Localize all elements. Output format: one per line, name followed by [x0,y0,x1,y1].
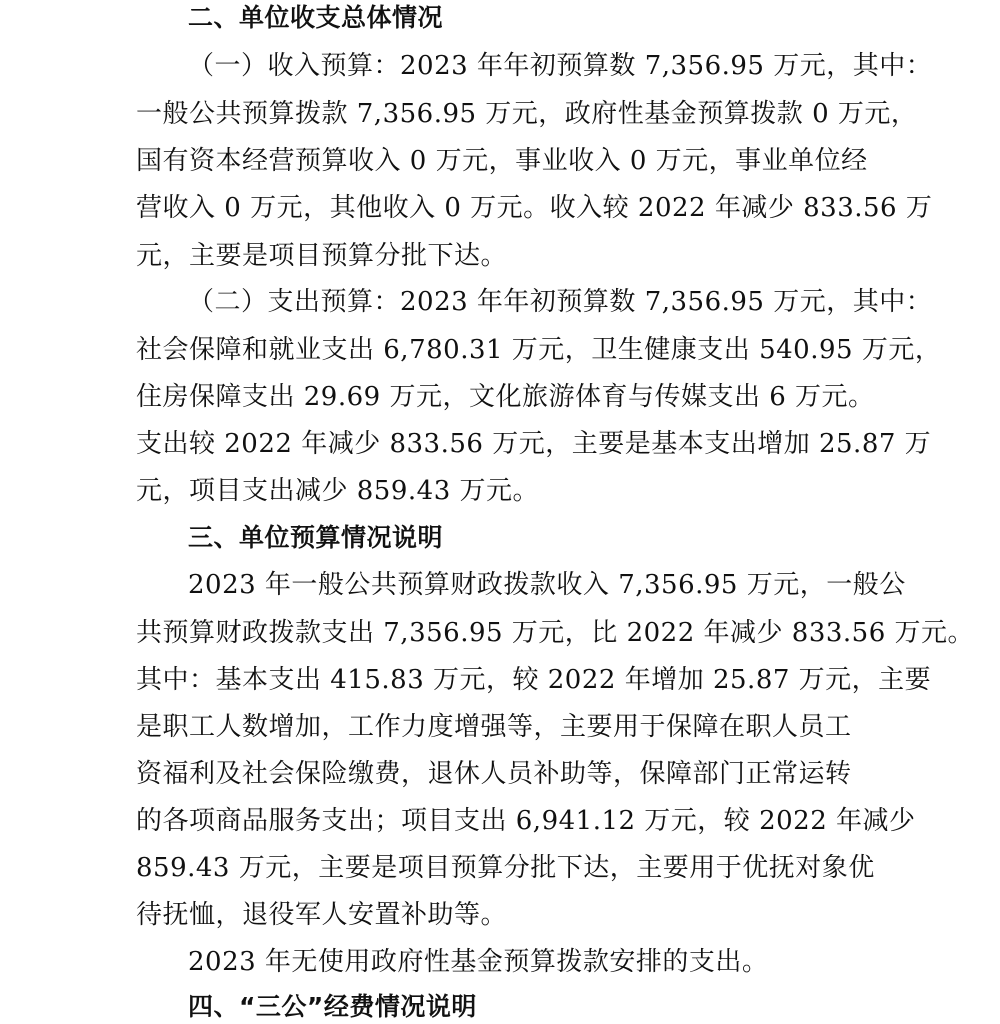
paragraph-line: 是职工人数增加，工作力度增强等，主要用于保障在职人员工 [136,712,852,742]
section-heading-2: 二、单位收支总体情况 [188,3,444,32]
paragraph-line: 共预算财政拨款支出 7,356.95 万元，比 2022 年减少 833.56 万元。 [136,618,975,648]
paragraph-line: 2023 年一般公共预算财政拨款收入 7,356.95 万元，一般公 [188,570,906,600]
section-heading-3: 三、单位预算情况说明 [188,523,444,552]
paragraph-line: （二）支出预算：2023 年年初预算数 7,356.95 万元，其中： [188,287,933,317]
paragraph-line: 待抚恤，退役军人安置补助等。 [136,900,508,930]
paragraph-line: 支出较 2022 年减少 833.56 万元，主要是基本支出增加 25.87 万 [136,429,932,459]
paragraph-line: 元，项目支出减少 859.43 万元。 [136,476,540,506]
paragraph-line: 一般公共预算拨款 7,356.95 万元，政府性基金预算拨款 0 万元， [136,99,918,129]
paragraph-line: （一）收入预算：2023 年年初预算数 7,356.95 万元，其中： [188,51,933,81]
paragraph-line: 资福利及社会保险缴费，退休人员补助等，保障部门正常运转 [136,759,852,789]
paragraph-line: 住房保障支出 29.69 万元，文化旅游体育与传媒支出 6 万元。 [136,382,875,412]
paragraph-line: 的各项商品服务支出；项目支出 6,941.12 万元，较 2022 年减少 [136,806,916,836]
paragraph-line: 国有资本经营预算收入 0 万元，事业收入 0 万元，事业单位经 [136,146,868,176]
paragraph-line: 元，主要是项目预算分批下达。 [136,241,508,271]
paragraph-line: 2023 年无使用政府性基金预算拨款安排的支出。 [188,947,769,977]
paragraph-line: 社会保障和就业支出 6,780.31 万元，卫生健康支出 540.95 万元， [136,335,942,365]
paragraph-line: 其中：基本支出 415.83 万元，较 2022 年增加 25.87 万元，主要 [136,665,932,695]
paragraph-line: 营收入 0 万元，其他收入 0 万元。收入较 2022 年减少 833.56 万 [136,193,933,223]
section-heading-4: 四、“三公”经费情况说明 [188,992,477,1021]
paragraph-line: 859.43 万元，主要是项目预算分批下达，主要用于优抚对象优 [136,853,875,883]
